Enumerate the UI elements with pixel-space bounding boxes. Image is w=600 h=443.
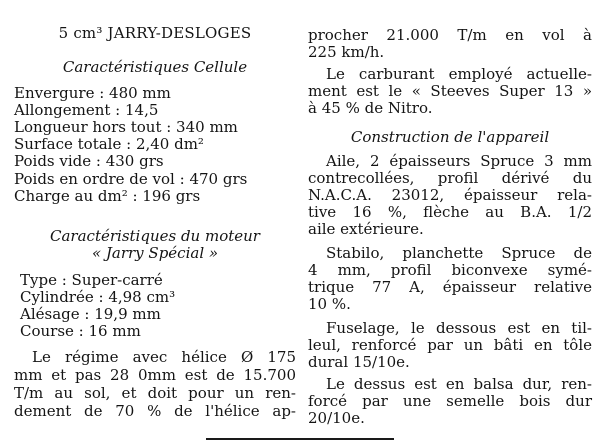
spec-type: Type : Super-carré bbox=[20, 271, 163, 289]
stabilo-line: Stabilo, planchette Spruce de bbox=[326, 244, 592, 262]
spec-surface: Surface totale : 2,40 dm² bbox=[14, 135, 204, 153]
spec-poids-vide: Poids vide : 430 grs bbox=[14, 152, 164, 170]
spec-charge: Charge au dm² : 196 grs bbox=[14, 187, 201, 205]
bottom-rule bbox=[206, 438, 394, 440]
regime-line: dement de 70 % de l'hélice ap- bbox=[14, 402, 296, 420]
stabilo-line: 4 mm, profil biconvexe symé- bbox=[308, 261, 592, 279]
spec-cylindree: Cylindrée : 4,98 cm³ bbox=[20, 288, 176, 306]
dessus-line: forcé par une semelle bois dur bbox=[308, 392, 592, 410]
spec-course: Course : 16 mm bbox=[20, 322, 141, 340]
fuselage-line: dural 15/10e. bbox=[308, 353, 410, 371]
aile-line: aile extérieure. bbox=[308, 220, 424, 238]
regime-line: mm et pas 28 0mm est de 15.700 bbox=[14, 366, 296, 384]
aile-line: tive 16 %, flèche au B.A. 1/2 bbox=[308, 203, 592, 221]
aile-line: N.A.C.A. 23012, épaisseur rela- bbox=[308, 186, 592, 204]
article-title: 5 cm³ JARRY-DESLOGES bbox=[58, 24, 252, 42]
spec-poids-ordre-vol: Poids en ordre de vol : 470 grs bbox=[14, 170, 248, 188]
regime-continued-line: 225 km/h. bbox=[308, 43, 385, 61]
spec-allongement: Allongement : 14,5 bbox=[14, 101, 159, 119]
carburant-line: Le carburant employé actuelle- bbox=[326, 65, 592, 83]
regime-continued-line: procher 21.000 T/m en vol à bbox=[308, 26, 592, 44]
regime-line: T/m au sol, et doit pour un ren- bbox=[14, 384, 296, 402]
spec-alesage: Alésage : 19,9 mm bbox=[20, 305, 161, 323]
spec-longueur: Longueur hors tout : 340 mm bbox=[14, 118, 238, 136]
stabilo-line: trique 77 A, épaisseur relative bbox=[308, 278, 592, 296]
carburant-line: ment est le « Steeves Super 13 » bbox=[308, 82, 592, 100]
dessus-line: 20/10e. bbox=[308, 409, 365, 427]
stabilo-line: 10 %. bbox=[308, 295, 351, 313]
cellule-heading: Caractéristiques Cellule bbox=[62, 58, 248, 76]
construction-heading: Construction de l'appareil bbox=[350, 128, 550, 146]
regime-line: Le régime avec hélice Ø 175 bbox=[32, 348, 296, 366]
moteur-name: « Jarry Spécial » bbox=[91, 244, 219, 262]
carburant-line: à 45 % de Nitro. bbox=[308, 99, 433, 117]
dessus-line: Le dessus est en balsa dur, ren- bbox=[326, 375, 592, 393]
spec-envergure: Envergure : 480 mm bbox=[14, 84, 171, 102]
aile-line: Aile, 2 épaisseurs Spruce 3 mm bbox=[326, 152, 592, 170]
fuselage-line: Fuselage, le dessous est en til- bbox=[326, 319, 592, 337]
moteur-heading: Caractéristiques du moteur bbox=[50, 227, 260, 245]
fuselage-line: leul, renforcé par un bâti en tôle bbox=[308, 336, 592, 354]
aile-line: contrecollées, profil dérivé du bbox=[308, 169, 592, 187]
